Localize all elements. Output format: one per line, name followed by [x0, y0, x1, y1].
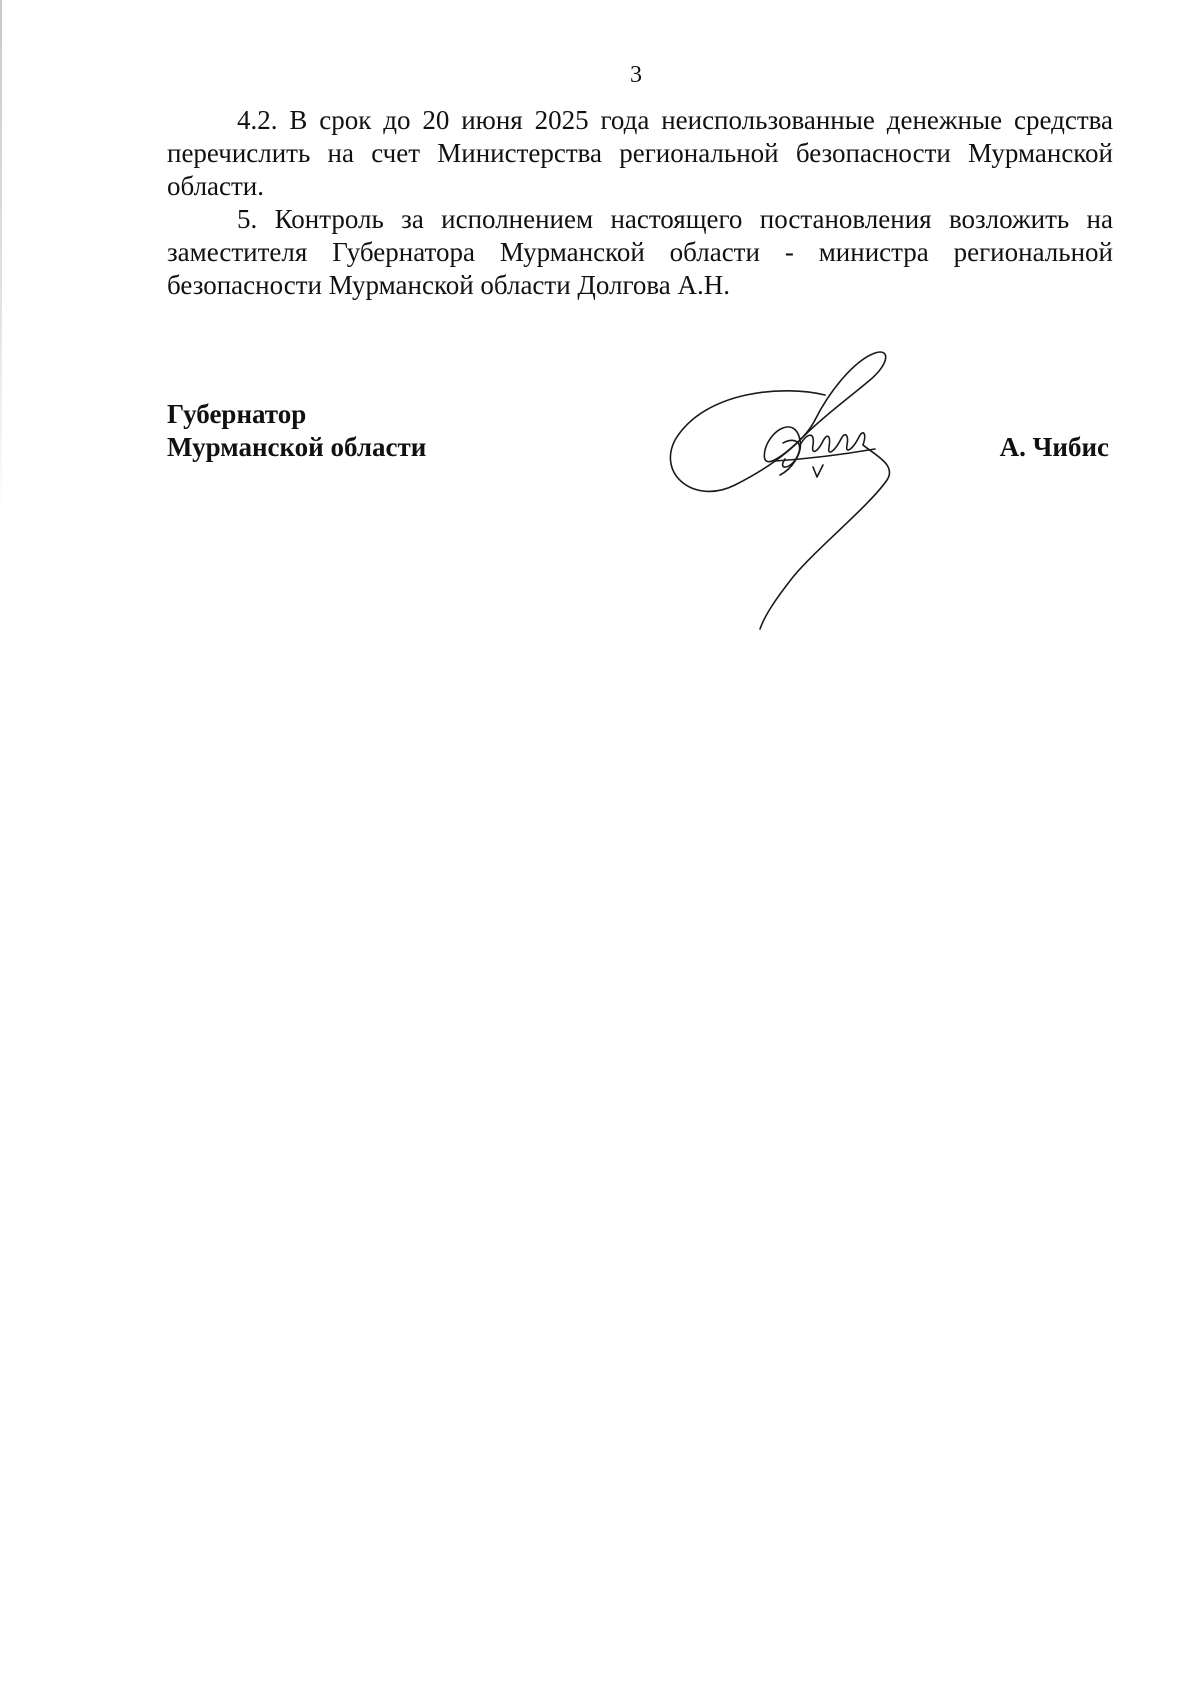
position-line-1: Губернатор: [167, 399, 307, 429]
page-number: 3: [630, 62, 642, 88]
paragraph-4-2: 4.2. В срок до 20 июня 2025 года неиспользованные денежные средства перечислить на счет Министерства региональной безопасности Мурманской области.: [167, 105, 1113, 201]
position-line-2: Мурманской области: [167, 432, 427, 462]
paragraph-5: 5. Контроль за исполнением настоящего постановления возложить на заместителя Губернатора Мурманской области - министра региональной безопасности Мурманской области Долгова А.Н.: [167, 204, 1113, 300]
handwritten-signature-icon: [665, 345, 945, 635]
document-body: [167, 104, 1113, 302]
signatory-position: [167, 398, 426, 464]
signatory-name: А. Чибис: [999, 432, 1109, 462]
